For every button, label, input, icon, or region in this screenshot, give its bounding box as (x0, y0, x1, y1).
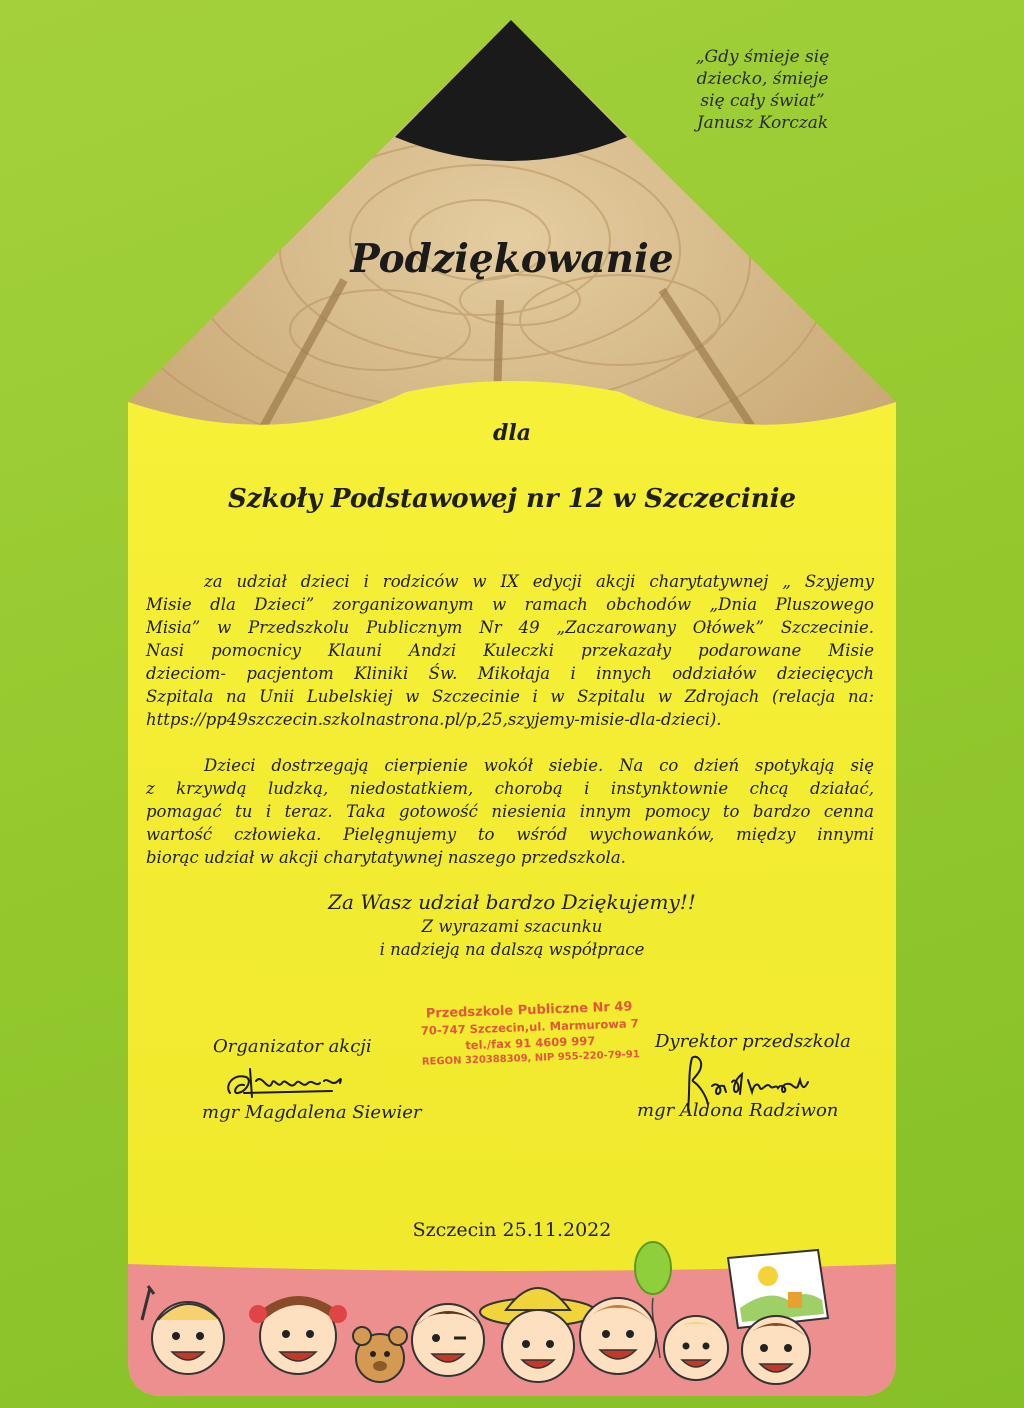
paragraph-1-line: Misie dla Dzieci” zorganizowanym w ramach obchodów „Dnia Pluszowego (146, 595, 874, 614)
thanks-line: Za Wasz udział bardzo Dziękujemy!! (328, 890, 696, 914)
child-face-3 (412, 1304, 484, 1376)
child-face-1 (142, 1286, 224, 1374)
children-illustration (128, 1228, 896, 1396)
quote-line-1: „Gdy śmieje się (695, 47, 830, 67)
paragraph-1-link[interactable]: https://pp49szczecin.szkolnastrona.pl/p,25,szyjemy-misie-dla-dzieci). (146, 710, 722, 729)
certificate-title: Podziękowanie (350, 236, 674, 282)
director-role: Dyrektor przedszkola (655, 1031, 851, 1052)
organizer-signature (222, 1063, 362, 1103)
child-face-2 (249, 1296, 347, 1374)
recipient-name: Szkoły Podstawowej nr 12 w Szczecinie (227, 484, 797, 514)
place-and-date: Szczecin 25.11.2022 (412, 1219, 612, 1241)
paragraph-2-line: z krzywdą ludzką, niedostatkiem, chorobą i instynktownie chcą działać, (146, 779, 874, 798)
quote-author: Janusz Korczak (696, 113, 829, 133)
organizer-role: Organizator akcji (213, 1036, 372, 1057)
paragraph-1-line: dzieciom- pacjentom Kliniki Św. Mikołaja i innych oddziałów dziecięcych (146, 664, 874, 683)
paragraph-1-line: Szpitala na Unii Lubelskiej w Szczecinie i w Szpitalu w Zdrojach (relacja na: (146, 687, 874, 706)
paragraph-2-line: pomagać tu i teraz. Taka gotowość niesienia innym pomocy to bardzo cenna (146, 802, 874, 821)
stamp-line-1: Przedszkole Publiczne Nr 49 (425, 999, 633, 1022)
stamp-line-3: tel./fax 91 4609 997 (465, 1033, 596, 1053)
quote-line-3: się cały świat” (700, 91, 825, 111)
paragraph-2-line: Dzieci dostrzegają cierpienie wokół siebie. Na co dzień spotykają się (204, 756, 874, 775)
korczak-quote (640, 46, 885, 134)
stamp-line-2: 70-747 Szczecin,ul. Marmurowa 7 (420, 1016, 639, 1038)
teddy-bear-icon (353, 1327, 407, 1382)
child-face-4 (580, 1298, 656, 1374)
quote-line-2: dziecko, śmieje (696, 69, 829, 89)
paragraph-2 (146, 754, 874, 869)
paragraph-1 (146, 570, 874, 731)
regards-line-1: Z wyrazami szacunku (421, 917, 603, 936)
paragraph-1-line: za udział dzieci i rodziców w IX edycji akcji charytatywnej „ Szyjemy (204, 572, 874, 591)
organizer-name: mgr Magdalena Siewier (202, 1102, 422, 1123)
paragraph-2-line: wartość człowieka. Pielęgnujemy to wśród wychowanków, między innymi (146, 825, 874, 844)
child-face-6 (742, 1316, 810, 1384)
stamp-line-4: REGON 320388309, NIP 955-220-79-91 (421, 1049, 640, 1068)
child-face-5 (664, 1316, 728, 1380)
for-label: dla (493, 420, 531, 446)
paragraph-2-line: biorąc udział w akcji charytatywnej naszego przedszkola. (146, 848, 626, 867)
paragraph-1-line: Nasi pomocnicy Klauni Andzi Kuleczki przekazały podarowane Misie (146, 641, 874, 660)
pencil-lead (395, 20, 627, 161)
paragraph-1-line: Misia” w Przedszkolu Publicznym Nr 49 „Zaczarowany Ołówek” Szczecinie. (146, 618, 874, 637)
child-face-hat (480, 1288, 596, 1382)
kindergarten-stamp (399, 998, 661, 1071)
director-name: mgr Aldona Radziwon (637, 1100, 839, 1121)
regards-line-2: i nadzieją na dalszą współprace (379, 940, 645, 959)
